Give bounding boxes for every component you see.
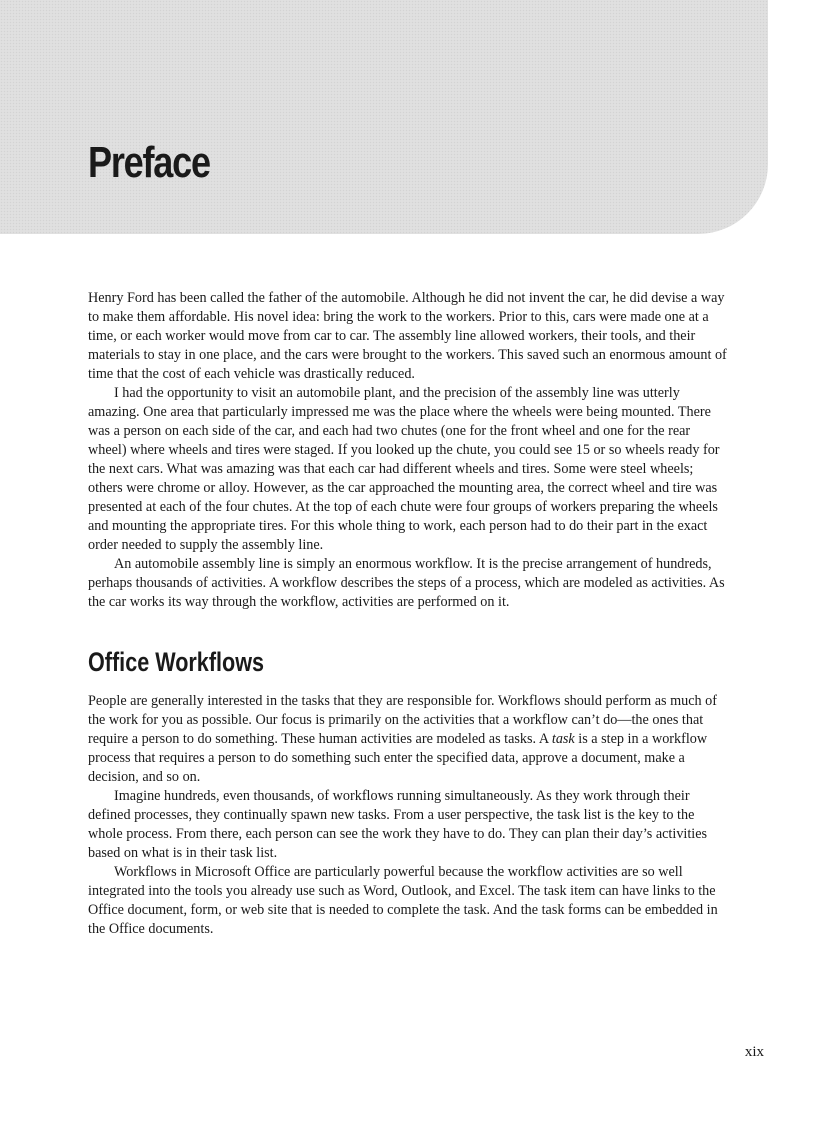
page-body [88,289,728,939]
page-title: Preface [88,138,210,187]
section-paragraph-3: Workflows in Microsoft Office are particularly powerful because the workflow activities are so well integrated into the tools you already use such as Word, Outlook, and Excel. The task item can have links to the Office document, form, or web site that is needed to complete the task. And the task forms can be embedded in the Office documents. [88,864,718,937]
page-number: xix [744,1044,764,1060]
term-task: task [551,731,575,747]
section-paragraph-1-text-a: People are generally interested in the tasks that they are responsible for. Workflows should perform as much of the work for you as possible. Our focus is primarily on the activities that a workflow can’t do—the ones that require a person to do something. These human activities are modeled as tasks. A [88,693,717,747]
chapter-header-band [0,0,768,234]
intro-paragraph-3: An automobile assembly line is simply an enormous workflow. It is the precise arrangement of hundreds, perhaps thousands of activities. A workflow describes the steps of a process, which are modeled as activities. As the car works its way through the workflow, activities are performed on it. [88,556,725,610]
intro-paragraph-1: Henry Ford has been called the father of the automobile. Although he did not invent the car, he did devise a way to make them affordable. His novel idea: bring the work to the workers. Prior to this, cars were made one at a time, or each worker would move from car to car. The assembly line allowed workers, their tools, and their materials to stay in one place, and the cars were brought to the workers. This saved such an enormous amount of time that the cost of each vehicle was drastically reduced. [88,290,727,382]
intro-paragraph-2: I had the opportunity to visit an automobile plant, and the precision of the assembly line was utterly amazing. One area that particularly impressed me was the place where the wheels were being mounted. There was a person on each side of the car, and each had two chutes (one for the front wheel and one for the rear wheel) where wheels and tires were staged. If you looked up the chute, you could see 15 or so wheels ready for the next cars. What was amazing was that each car had different wheels and tires. Some were steel wheels; others were chrome or alloy. However, as the car approached the mounting area, the correct wheel and tire was presented at each of the four chutes. At the top of each chute were four groups of workers preparing the wheels and mounting the appropriate tires. For this whole thing to work, each person had to do their part in the exact order needed to supply the assembly line. [88,385,720,553]
section-paragraph-1-text-b: is a step in a workflow process that requires a person to do something such enter the specified data, approve a document, make a decision, and so on. [88,731,708,785]
section-paragraph-1 [88,692,728,787]
section-paragraph-2: Imagine hundreds, even thousands, of workflows running simultaneously. As they work through their defined processes, they continually spawn new tasks. From a user perspective, the task list is the key to the whole process. From there, each person can see the work they have to do. They can plan their day’s activities based on what is in their task list. [88,788,708,861]
section-heading: Office Workflows [88,647,265,677]
